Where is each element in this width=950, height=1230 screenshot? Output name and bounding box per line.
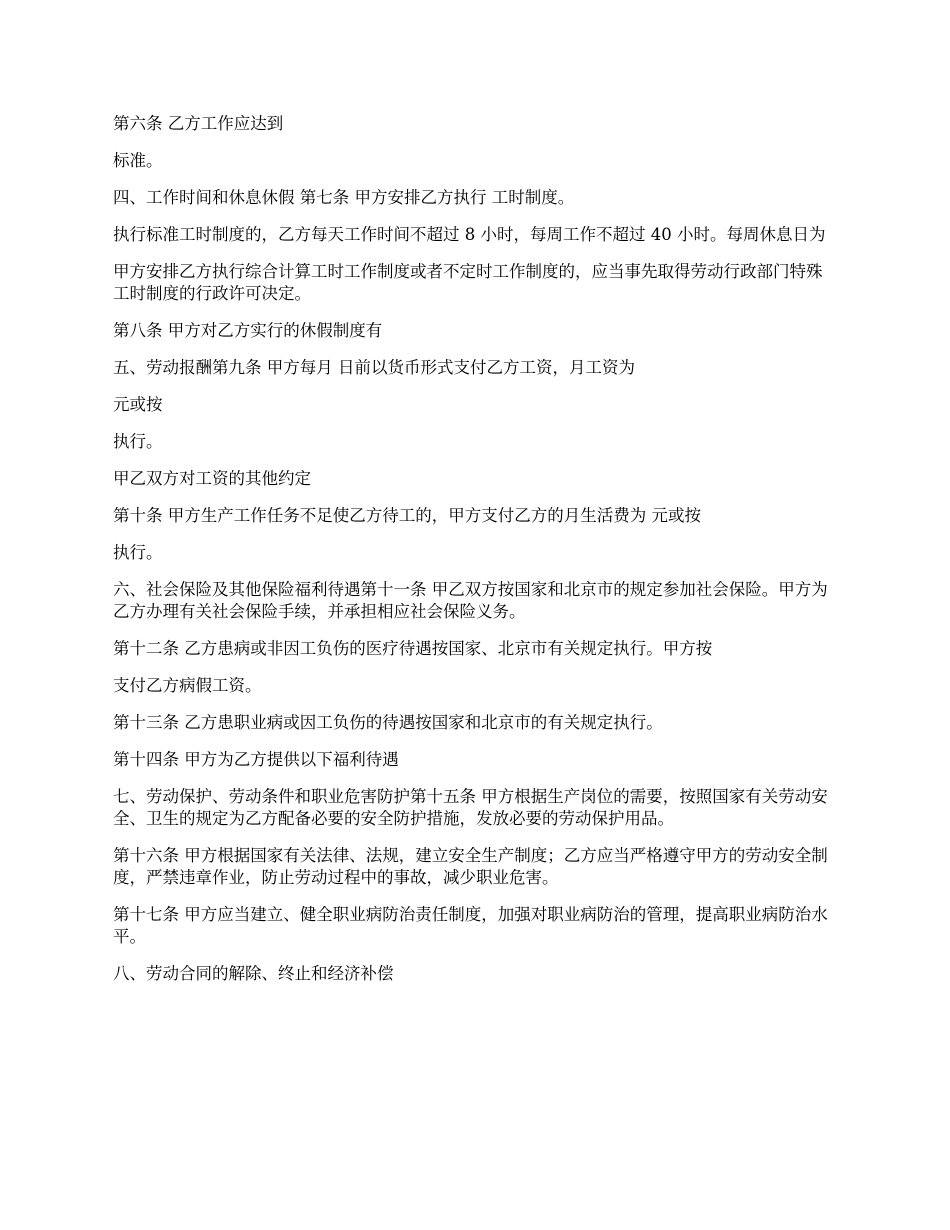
paragraph-execute-1: 执行。 (113, 432, 163, 451)
section-5-heading: 五、劳动报酬第九条 甲方每月 日前以货币形式支付乙方工资，月工资为 (113, 358, 635, 377)
paragraph-execute-2: 执行。 (113, 543, 163, 562)
paragraph-article-14: 第十四条 甲方为乙方提供以下福利待遇 (113, 750, 399, 769)
paragraph-article-16: 第十六条 甲方根据国家有关法律、法规，建立安全生产制度；乙方应当严格遵守甲方的劳动安全制度，严禁违章作业，防止劳动过程中的事故，减少职业危害。 (113, 846, 828, 887)
paragraph-standard: 标准。 (113, 151, 163, 170)
paragraph-article-8: 第八条 甲方对乙方实行的休假制度有 (113, 321, 383, 340)
paragraph-standard-hours: 执行标准工时制度的，乙方每天工作时间不超过 8 小时，每周工作不超过 40 小时。每周休息日为 (113, 225, 826, 244)
paragraph-article-17: 第十七条 甲方应当建立、健全职业病防治责任制度，加强对职业病防治的管理，提高职业病防治水平。 (113, 905, 828, 946)
section-7-heading: 七、劳动保护、劳动条件和职业危害防护第十五条 甲方根据生产岗位的需要，按照国家有关劳动安全、卫生的规定为乙方配备必要的安全防护措施，发放必要的劳动保护用品。 (113, 787, 828, 828)
section-8-heading: 八、劳动合同的解除、终止和经济补偿 (113, 964, 394, 983)
paragraph-article-10: 第十条 甲方生产工作任务不足使乙方待工的，甲方支付乙方的月生活费为 元或按 (113, 506, 701, 525)
section-6-heading: 六、社会保险及其他保险福利待遇第十一条 甲乙双方按国家和北京市的规定参加社会保险。甲方为乙方办理有关社会保险手续，并承担相应社会保险义务。 (113, 580, 828, 621)
section-4-heading: 四、工作时间和休息休假 第七条 甲方安排乙方执行 工时制度。 (113, 188, 575, 207)
paragraph-article-12: 第十二条 乙方患病或非因工负伤的医疗待遇按国家、北京市有关规定执行。甲方按 (113, 639, 713, 658)
paragraph-special-hours: 甲方安排乙方执行综合计算工时工作制度或者不定时工作制度的，应当事先取得劳动行政部门特殊工时制度的行政许可决定。 (113, 262, 823, 303)
paragraph-article-13: 第十三条 乙方患职业病或因工负伤的待遇按国家和北京市的有关规定执行。 (113, 713, 663, 732)
paragraph-wage-amount: 元或按 (113, 395, 163, 414)
paragraph-article-6: 第六条 乙方工作应达到 (113, 114, 284, 133)
paragraph-sick-pay: 支付乙方病假工资。 (113, 676, 262, 695)
paragraph-wage-other: 甲乙双方对工资的其他约定 (113, 469, 311, 488)
